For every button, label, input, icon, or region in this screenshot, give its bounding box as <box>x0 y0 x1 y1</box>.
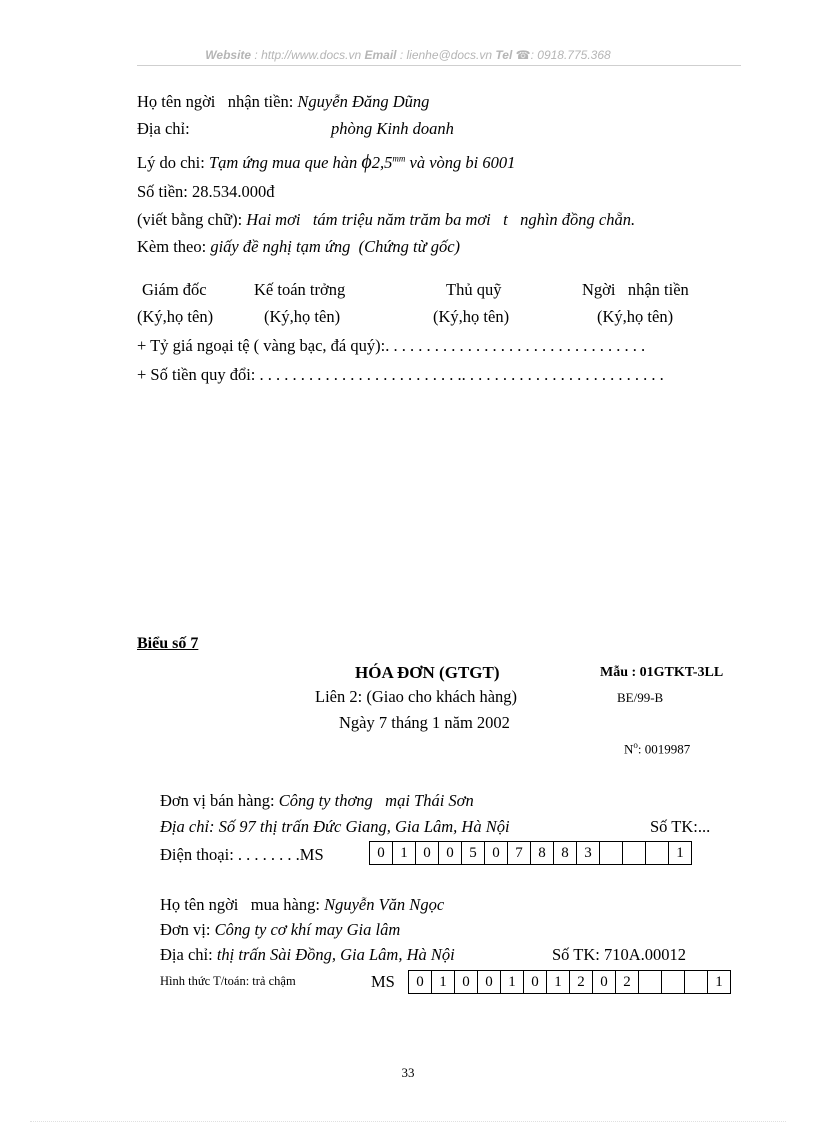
sig-note-cashier: (Ký,họ tên) <box>433 307 510 326</box>
phone-icon: ☎ <box>515 48 531 62</box>
exchange-rate-line <box>137 336 645 356</box>
buyer-ms-digit: 1 <box>501 971 524 994</box>
seller-ms-digit: 0 <box>370 842 393 865</box>
seller-ms-digit: 0 <box>416 842 439 865</box>
buyer-label: Họ tên ngời mua hàng: <box>160 895 320 914</box>
seller-ms-digit: 0 <box>485 842 508 865</box>
reason-unit: mm <box>392 153 406 164</box>
buyer-ms-digit: 1 <box>708 971 731 994</box>
buyer-address-value: thị trấn Sài Đồng, Gia Lâm, Hà Nội <box>216 945 455 964</box>
buyer-ms-digit: 2 <box>616 971 639 994</box>
diameter-symbol: ϕ <box>361 151 372 173</box>
unit-label: Đơn vị: <box>160 920 211 939</box>
series-code: BE/99-B <box>617 690 664 705</box>
sig-note-receiver: (Ký,họ tên) <box>597 307 674 326</box>
buyer-ms-digit: 0 <box>593 971 616 994</box>
seller-tax-code-boxes <box>369 841 692 865</box>
buyer-ms-digit <box>662 971 685 994</box>
buyer-value: Nguyễn Văn Ngọc <box>324 895 445 914</box>
attachment-line <box>137 237 460 257</box>
seller-line <box>160 791 474 811</box>
seller-ms-digit: 3 <box>577 842 600 865</box>
copy-note: Liên 2: (Giao cho khách hàng) <box>315 687 518 706</box>
attach-value: giấy đề nghị tạm ứng (Chứng từ gốc) <box>210 237 461 256</box>
seller-ms-digit: 1 <box>669 842 692 865</box>
words-value: Hai mơi tám triệu năm trăm ba mơi t nghìn đồng chẵn. <box>246 210 636 229</box>
payment-method: Hình thức T/toán: trả chậm <box>160 974 296 988</box>
number-sup: o <box>633 740 638 750</box>
website-label: Website <box>205 48 252 62</box>
website-value: : http://www.docs.vn <box>251 48 365 62</box>
attach-label: Kèm theo: <box>137 237 207 256</box>
reason-label: Lý do chi: <box>137 153 205 172</box>
buyer-ms-digit <box>685 971 708 994</box>
exchange-dots: . . . . . . . . . . . . . . . . . . . . . . . . . . . . . . . . <box>385 336 646 355</box>
invoice-number <box>624 740 690 757</box>
form-code: Mẫu : 01GTKT-3LL <box>600 665 724 680</box>
seller-ms-digit <box>623 842 646 865</box>
buyer-ms-digit: 0 <box>409 971 432 994</box>
address-label: Địa chỉ: <box>137 119 190 138</box>
buyer-ms-row <box>409 971 731 994</box>
form-number: Biểu số 7 <box>137 635 199 652</box>
buyer-line <box>160 895 444 915</box>
converted-label: + Số tiền quy đổi: <box>137 365 256 384</box>
invoice-title: HÓA ĐƠN (GTGT) <box>355 663 500 682</box>
tel-label: Tel <box>495 48 513 62</box>
amount-line <box>137 182 275 202</box>
reason-value: Tạm ứng mua que hàn <box>208 153 358 172</box>
email-label: Email <box>364 48 397 62</box>
buyer-ms-digit: 1 <box>432 971 455 994</box>
number-value: : 0019987 <box>637 741 691 757</box>
seller-ms-row <box>370 842 692 865</box>
unit-value: Công ty cơ khí may Gia lâm <box>214 920 401 939</box>
seller-ms-digit: 7 <box>508 842 531 865</box>
seller-account: Số TK:... <box>650 817 711 836</box>
seller-ms-digit: 8 <box>554 842 577 865</box>
seller-label: Đơn vị bán hàng: <box>160 791 275 810</box>
converted-amount-line <box>137 365 664 385</box>
sig-role-receiver: Ngời nhận tiền <box>582 280 689 299</box>
buyer-ms-digit: 1 <box>547 971 570 994</box>
seller-ms-digit: 5 <box>462 842 485 865</box>
buyer-ms-digit <box>639 971 662 994</box>
reason-value-b: và vòng bi 6001 <box>405 153 516 172</box>
reason-line <box>137 151 515 174</box>
payee-line <box>137 92 429 112</box>
seller-ms-digit <box>646 842 669 865</box>
exchange-label: + Tỷ giá ngoại tệ ( vàng bạc, đá quý): <box>137 336 386 355</box>
seller-ms-digit <box>600 842 623 865</box>
buyer-address-line <box>160 945 455 965</box>
buyer-ms-digit: 0 <box>455 971 478 994</box>
page-header <box>0 48 816 62</box>
number-prefix: N <box>624 741 634 757</box>
footer-divider <box>30 1121 786 1122</box>
sig-role-accountant: Kế toán trởng <box>254 280 346 299</box>
seller-ms-digit: 1 <box>393 842 416 865</box>
payee-value: Nguyễn Đăng Dũng <box>297 92 430 111</box>
reason-size: 2,5 <box>371 153 393 172</box>
page-number: 33 <box>401 1065 415 1080</box>
email-value: : lienhe@docs.vn <box>396 48 496 62</box>
buyer-ms-digit: 0 <box>478 971 501 994</box>
buyer-ms-label: MS <box>371 972 395 991</box>
header-divider <box>137 65 741 66</box>
converted-dots: . . . . . . . . . . . . . . . . . . . . . . . . .. . . . . . . . . . . . . . . . . . . . . . . . . <box>259 365 664 384</box>
sig-note-director: (Ký,họ tên) <box>137 307 214 326</box>
buyer-address-label: Địa chỉ: <box>160 945 213 964</box>
buyer-ms-digit: 2 <box>570 971 593 994</box>
seller-value: Công ty thơng mại Thái Sơn <box>278 791 474 810</box>
seller-ms-digit: 0 <box>439 842 462 865</box>
amount-label: Số tiền: <box>137 182 188 201</box>
seller-phone: Điện thoại: . . . . . . . .MS <box>160 845 324 864</box>
sig-note-accountant: (Ký,họ tên) <box>264 307 341 326</box>
tel-value: : 0918.775.368 <box>530 48 611 62</box>
buyer-ms-digit: 0 <box>524 971 547 994</box>
words-label: (viết bằng chữ): <box>137 210 243 229</box>
address-value: phòng Kinh doanh <box>331 119 454 138</box>
sig-role-cashier: Thủ quỹ <box>446 280 502 299</box>
seller-address: Địa chỉ: Số 97 thị trấn Đức Giang, Gia Lâm, Hà Nội <box>160 817 510 836</box>
amount-words-line <box>137 210 635 230</box>
buyer-account: Số TK: 710A.00012 <box>552 945 686 964</box>
buyer-tax-code-boxes <box>408 970 731 994</box>
buyer-unit-line <box>160 920 400 940</box>
seller-ms-digit: 8 <box>531 842 554 865</box>
invoice-date: Ngày 7 tháng 1 năm 2002 <box>339 713 510 732</box>
amount-value: 28.534.000đ <box>192 182 275 201</box>
sig-role-director: Giám đốc <box>142 280 207 299</box>
payee-label: Họ tên ngời nhận tiền: <box>137 92 294 111</box>
